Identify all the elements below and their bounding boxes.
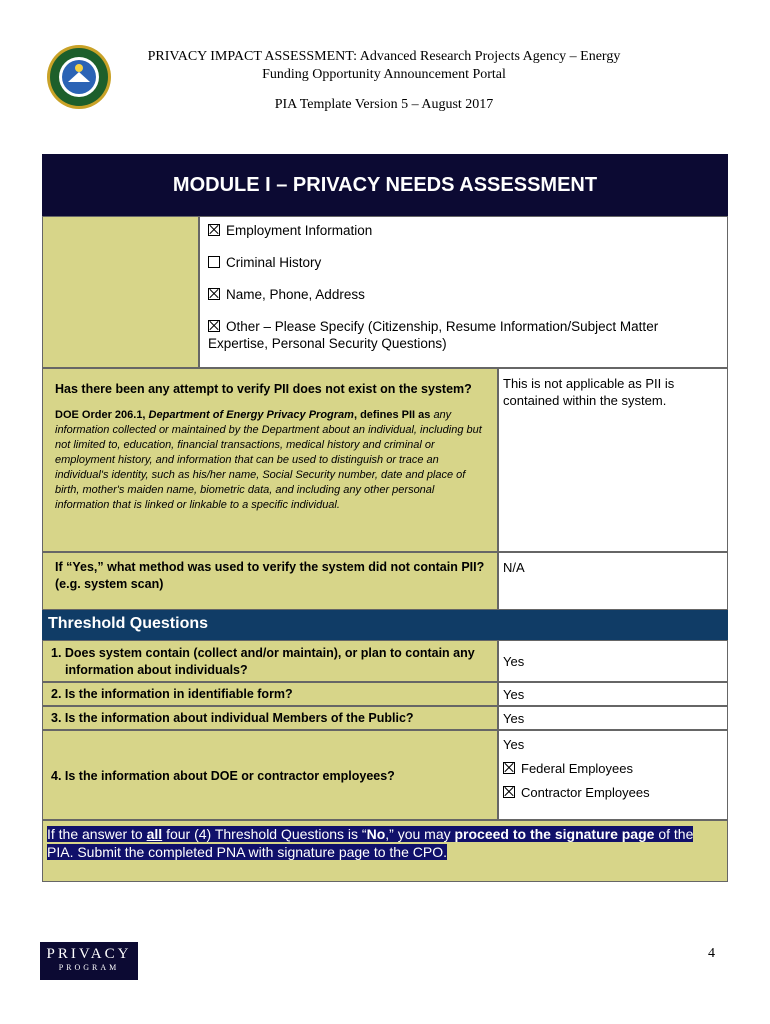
threshold-question-2: 2. Is the information in identifiable form?: [42, 682, 498, 706]
module-title: MODULE I – PRIVACY NEEDS ASSESSMENT: [42, 154, 728, 216]
checkbox-contractor-employees[interactable]: Contractor Employees: [503, 784, 723, 801]
pii-definition: DOE Order 206.1, Department of Energy Privacy Program, defines PII as any information collected or maintained by the Department about an individual, including but not limited to, education, financial transactions, medical history and criminal or employment history, and information that can be used to distinguish or trace an individual's identity, such as his/her name, Social Security number, date and place of birth, mother's maiden name, biometric data, and including any other personal information that is linked or linkable to a specific individual.: [55, 409, 482, 511]
privacy-program-logo: PRIVACY PROGRAM: [40, 942, 138, 980]
verify-method-question: If “Yes,” what method was used to verify the system did not contain PII? (e.g. system scan): [42, 552, 498, 610]
doe-seal-logo: [46, 44, 112, 110]
threshold-answer-1[interactable]: Yes: [498, 640, 728, 682]
threshold-question-3: 3. Is the information about individual Members of the Public?: [42, 706, 498, 730]
document-header: [120, 48, 648, 114]
threshold-answer-4-value[interactable]: Yes: [503, 737, 525, 752]
threshold-instruction-note: If the answer to all four (4) Threshold Questions is “No,” you may proceed to the signature page of the PIA. Submit the completed PNA with signature page to the CPO.: [42, 820, 728, 882]
checked-box-icon[interactable]: [208, 288, 220, 300]
pii-types-label-cell: [42, 216, 199, 368]
verify-pii-question: Has there been any attempt to verify PII does not exist on the system?: [55, 382, 472, 396]
verify-pii-answer[interactable]: This is not applicable as PII is contained within the system.: [498, 368, 728, 552]
checkbox-federal-employees[interactable]: Federal Employees: [503, 760, 723, 777]
checked-box-icon[interactable]: [503, 762, 515, 774]
threshold-question-1: 1. Does system contain (collect and/or maintain), or plan to contain any information about individuals?: [42, 640, 498, 682]
checkbox-criminal-history[interactable]: Criminal History: [208, 254, 718, 271]
threshold-answer-2[interactable]: Yes: [498, 682, 728, 706]
threshold-question-4: 4. Is the information about DOE or contractor employees?: [42, 730, 498, 820]
verify-method-answer[interactable]: N/A: [498, 552, 728, 610]
unchecked-box-icon[interactable]: [208, 256, 220, 268]
threshold-answer-3[interactable]: Yes: [498, 706, 728, 730]
threshold-answer-4: [498, 730, 728, 820]
page-number: 4: [708, 946, 715, 961]
checked-box-icon[interactable]: [503, 786, 515, 798]
checkbox-other[interactable]: Other – Please Specify (Citizenship, Resume Information/Subject Matter Expertise, Personal Security Questions): [208, 319, 659, 351]
checked-box-icon[interactable]: [208, 224, 220, 236]
checkbox-name-phone-address[interactable]: Name, Phone, Address: [208, 286, 718, 303]
checkbox-employment-information[interactable]: Employment Information: [208, 222, 718, 239]
template-version: PIA Template Version 5 – August 2017: [274, 97, 494, 112]
header-title-line2: Funding Opportunity Announcement Portal: [262, 67, 506, 82]
threshold-questions-heading: Threshold Questions: [42, 610, 728, 640]
header-title-line1: PRIVACY IMPACT ASSESSMENT: Advanced Research Projects Agency – Energy: [147, 49, 621, 64]
checked-box-icon[interactable]: [208, 320, 220, 332]
verify-pii-question-cell: [42, 368, 498, 552]
